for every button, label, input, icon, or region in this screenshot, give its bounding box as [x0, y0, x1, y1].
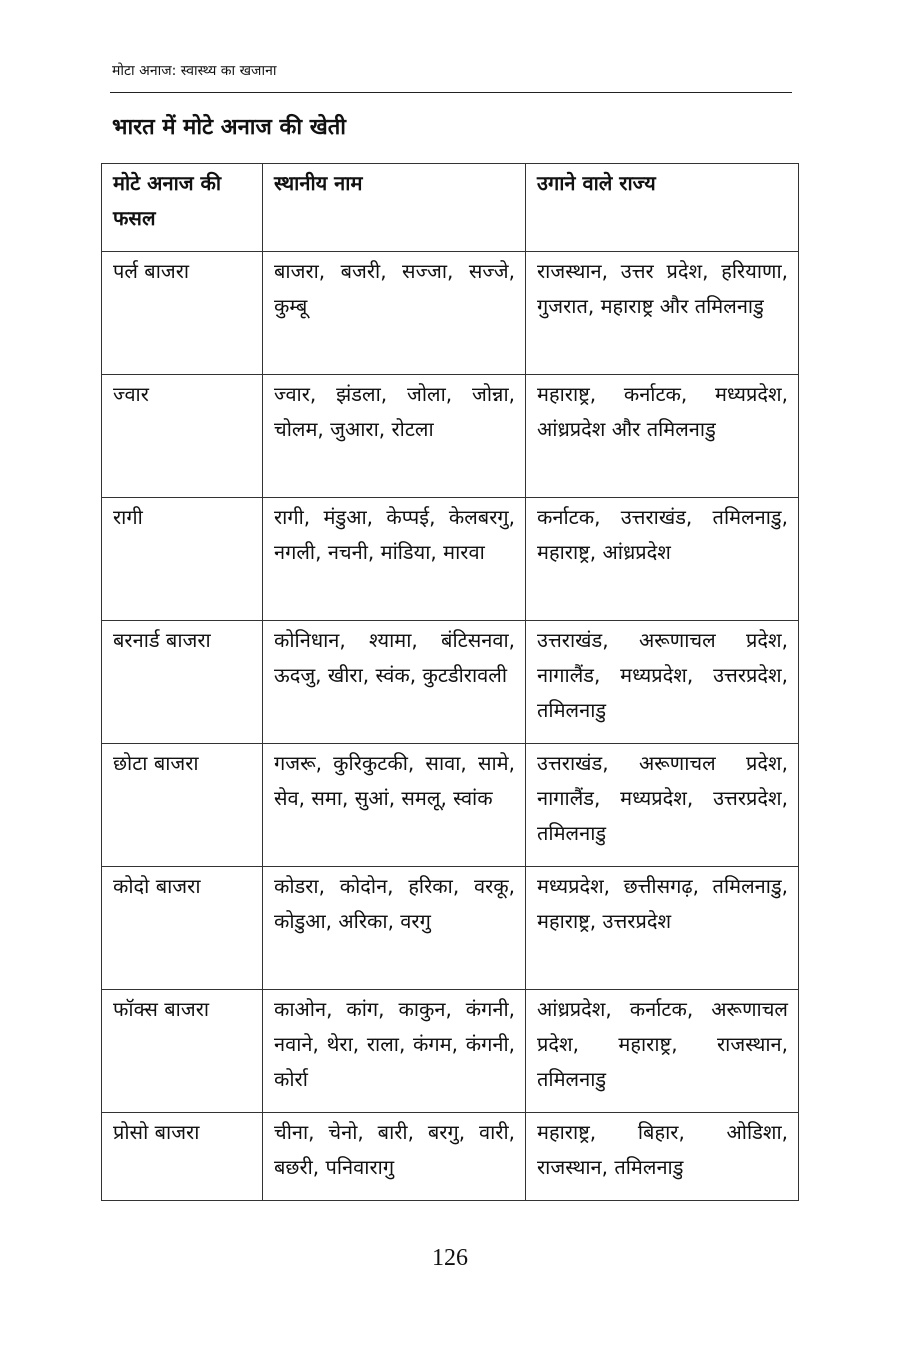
states-cell: कर्नाटक, उत्तराखंड, तमिलनाडु, महाराष्ट्र, आंध्रप्रदेश [526, 498, 799, 621]
states-cell: राजस्थान, उत्तर प्रदेश, हरियाणा, गुजरात, महाराष्ट्र और तमिलनाडु [526, 252, 799, 375]
millet-cultivation-table [101, 163, 799, 1201]
crop-cell: कोदो बाजरा [102, 867, 263, 990]
table-row [102, 744, 799, 867]
states-cell: मध्यप्रदेश, छत्तीसगढ़, तमिलनाडु, महाराष्ट्र, उत्तरप्रदेश [526, 867, 799, 990]
header-states: उगाने वाले राज्य [526, 164, 799, 252]
header-local-names: स्थानीय नाम [263, 164, 526, 252]
table-row [102, 990, 799, 1113]
states-cell: उत्तराखंड, अरूणाचल प्रदेश, नागालैंड, मध्यप्रदेश, उत्तरप्रदेश, तमिलनाडु [526, 621, 799, 744]
header-rule [110, 92, 792, 93]
table-row [102, 375, 799, 498]
crop-cell: पर्ल बाजरा [102, 252, 263, 375]
local-names-cell: काओन, कांग, काकुन, कंगनी, नवाने, थेरा, राला, कंगम, कंगनी, कोर्रा [263, 990, 526, 1113]
local-names-cell: गजरू, कुरिकुटकी, सावा, सामे, सेव, समा, सुआं, समलू, स्वांक [263, 744, 526, 867]
table-row [102, 1113, 799, 1201]
table-row [102, 867, 799, 990]
states-cell: उत्तराखंड, अरूणाचल प्रदेश, नागालैंड, मध्यप्रदेश, उत्तरप्रदेश, तमिलनाडु [526, 744, 799, 867]
local-names-cell: बाजरा, बजरी, सज्जा, सज्जे, कुम्बू [263, 252, 526, 375]
header-crop: मोटे अनाज की फसल [102, 164, 263, 252]
table-row [102, 252, 799, 375]
local-names-cell: कोनिधान, श्यामा, बंटिसनवा, ऊदजु, खीरा, स्वंक, कुटडीरावली [263, 621, 526, 744]
table-row [102, 498, 799, 621]
section-title: भारत में मोटे अनाज की खेती [112, 115, 346, 140]
local-names-cell: चीना, चेनो, बारी, बरगु, वारी, बछरी, पनिवारागु [263, 1113, 526, 1201]
page-number: 126 [432, 1245, 468, 1271]
states-cell: महाराष्ट्र, बिहार, ओडिशा, राजस्थान, तमिलनाडु [526, 1113, 799, 1201]
states-cell: महाराष्ट्र, कर्नाटक, मध्यप्रदेश, आंध्रप्रदेश और तमिलनाडु [526, 375, 799, 498]
states-cell: आंध्रप्रदेश, कर्नाटक, अरूणाचल प्रदेश, महाराष्ट्र, राजस्थान, तमिलनाडु [526, 990, 799, 1113]
crop-cell: ज्वार [102, 375, 263, 498]
local-names-cell: कोडरा, कोदोन, हरिका, वरकू, कोडुआ, अरिका, वरगु [263, 867, 526, 990]
crop-cell: फॉक्स बाजरा [102, 990, 263, 1113]
crop-cell: रागी [102, 498, 263, 621]
running-header: मोटा अनाज: स्वास्थ्य का खजाना [112, 63, 277, 79]
crop-cell: छोटा बाजरा [102, 744, 263, 867]
table-row [102, 621, 799, 744]
crop-cell: बरनार्ड बाजरा [102, 621, 263, 744]
local-names-cell: रागी, मंडुआ, केप्पई, केलबरगु, नगली, नचनी, मांडिया, मारवा [263, 498, 526, 621]
table-header-row [102, 164, 799, 252]
crop-cell: प्रोसो बाजरा [102, 1113, 263, 1201]
local-names-cell: ज्वार, झंडला, जोला, जोन्ना, चोलम, जुआरा, रोटला [263, 375, 526, 498]
